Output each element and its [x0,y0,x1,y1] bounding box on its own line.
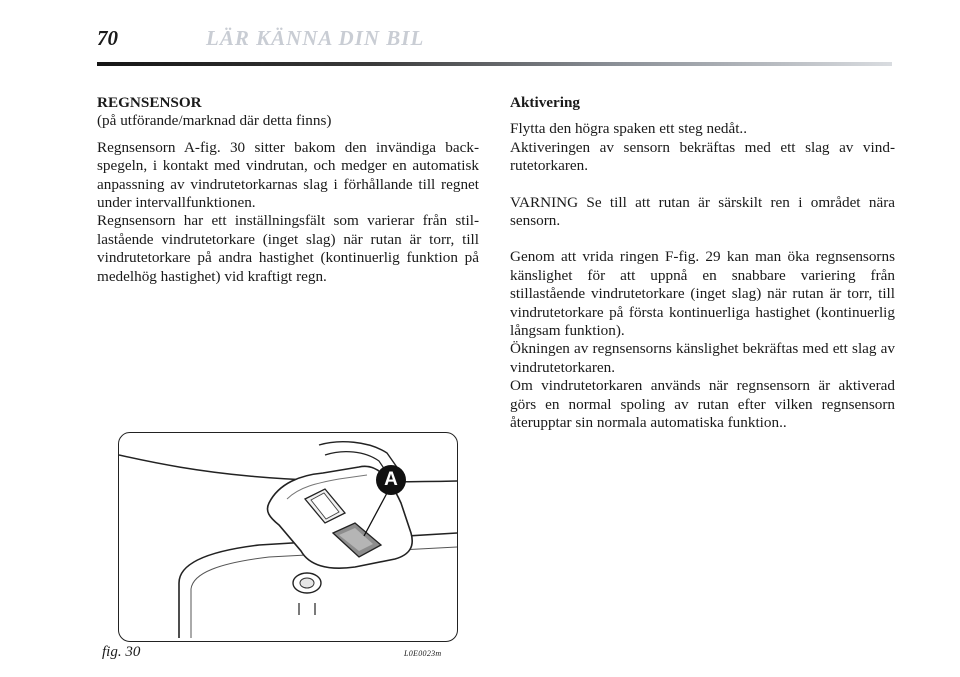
section-title: LÄR KÄNNA DIN BIL [206,26,425,50]
sensitivity-confirmation: Ökningen av regnsensorns känslighet bekräftas med ett slag av vindrutetorkaren. [510,340,895,376]
header-rule [97,62,892,66]
activation-confirmation: Aktiveringen av sensorn bekräftas med ett slag av vindrutetorkaren. [510,138,895,175]
figure-caption: fig. 30 [102,644,141,660]
warning-paragraph: VARNING Se till att rutan är särskilt ren i området nära sensorn. [510,193,895,230]
availability-note: (på utförande/marknad där detta finns) [97,112,332,130]
page-number: 70 [97,26,118,50]
description-paragraph-1: Regnsensorn A-fig. 30 sitter bakom den invändiga backspegeln, i kontakt med vindrutan, och medger en automatisk anpassning av vindrutetorkarnas slag i förhållande till regnet under intervallfunktionen. [97,138,479,212]
right-column [510,94,895,433]
activation-instruction: Flytta den högra spaken ett steg nedåt.. [510,120,748,138]
regnsensor-heading: REGNSENSOR [97,94,202,111]
aktivering-heading: Aktivering [510,94,581,111]
left-column [97,94,479,286]
rear-view-mirror-drawing [119,433,457,641]
marker-a-badge [376,465,406,495]
rain-sensor-illustration [118,432,458,642]
description-paragraph-2: Regnsensorn har ett inställningsfält som varierar från stillastående vindrutetorkare (inget slag) när rutan är torr, till vindrutetorkare på andra hastighet (kontinuerlig funktion på medelhög hastighet) vid kraftigt regn. [97,212,479,285]
sensitivity-paragraph: Genom att vrida ringen F-fig. 29 kan man öka regnsensorns känslighet för att uppnå en snabbare variering från stillastående vindrutetorkare (inget slag) när rutan är torr, till vindrutetorkare på första kontinuerliga hastighet (kontinuerlig långsam funktion). [510,248,895,340]
figure-code: L0E0023m [404,649,442,658]
washing-paragraph: Om vindrutetorkaren används när regnsensorn är aktiverad görs en normal spoling av rutan efter vilken regnsensorn återupptar sin normala automatiska funktion.. [510,377,895,432]
marker-a-label: A [384,469,398,490]
